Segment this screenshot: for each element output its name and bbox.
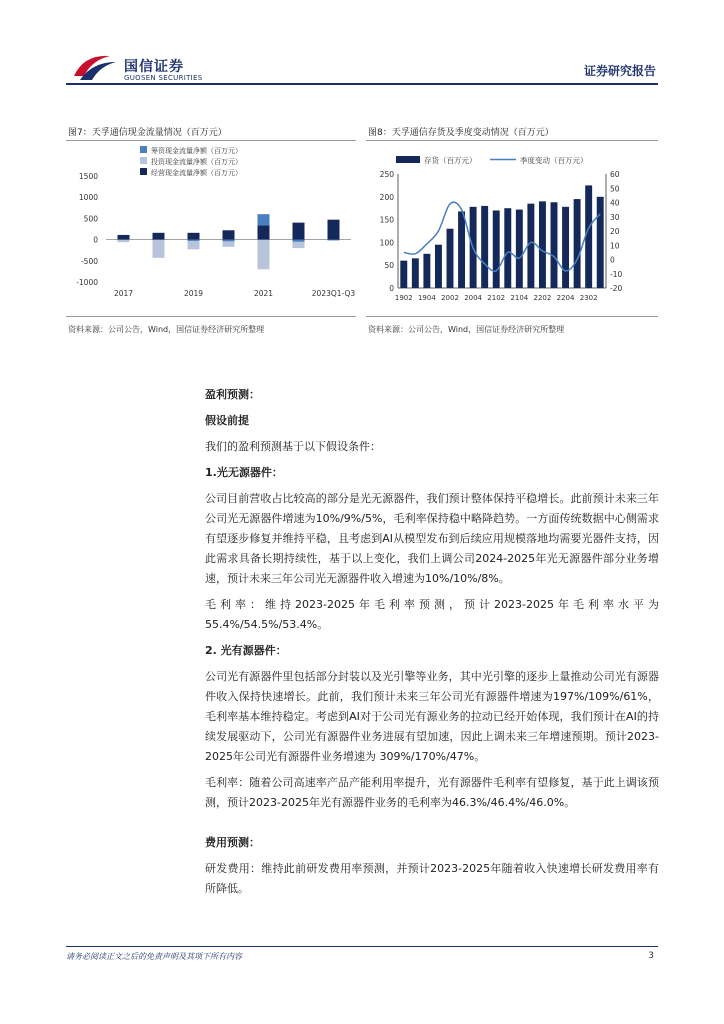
y-tick-label: -500: [80, 256, 98, 266]
inventory-bar: [458, 211, 465, 288]
inventory-bar: [412, 258, 419, 288]
passive-heading: 1.光无源器件：: [205, 466, 283, 479]
x-tick-label: 2302: [579, 294, 598, 302]
y-left-tick-label: 200: [379, 192, 394, 202]
bar-operating: [153, 233, 165, 240]
y-tick-label: 1500: [78, 172, 98, 181]
x-tick-label: 2104: [510, 294, 529, 302]
inventory-bar: [493, 210, 500, 288]
company-logo: [70, 50, 203, 84]
bar-operating: [118, 235, 130, 240]
fig7-title: 图7：天孚通信现金流量情况（百万元）: [68, 128, 227, 138]
y-right-tick-label: 40: [610, 198, 620, 208]
bar-financing: [223, 240, 235, 242]
y-right-tick-label: 10: [610, 241, 620, 251]
inventory-bar: [481, 206, 488, 288]
legend-swatch: [140, 146, 147, 153]
bar-investing: [188, 240, 200, 250]
inventory-bar: [551, 202, 558, 288]
x-tick-label: 2017: [113, 289, 134, 298]
bar-investing: [118, 240, 130, 243]
y-left-tick-label: 100: [379, 238, 394, 248]
x-tick-label: 2023Q1-Q3: [311, 289, 356, 298]
y-right-tick-label: 50: [610, 184, 620, 194]
header-divider: [66, 83, 658, 85]
bar-operating: [328, 220, 340, 240]
y-left-tick-label: 50: [384, 261, 394, 271]
logo-cn-text: 国信证券: [124, 59, 184, 75]
inventory-bar: [400, 261, 407, 288]
y-tick-label: 500: [83, 214, 98, 224]
inventory-bar: [435, 245, 442, 288]
inventory-bar: [504, 208, 511, 288]
page-number: 3: [648, 951, 654, 961]
footer-disclaimer: 请务必阅读正文之后的免责声明及其项下所有内容: [66, 952, 242, 961]
inventory-bar: [585, 185, 592, 288]
legend-label: 投资现金流量净额（百万元）: [151, 158, 242, 166]
inventory-bar: [597, 197, 604, 288]
y-right-tick-label: 0: [610, 255, 615, 265]
bar-financing: [328, 240, 340, 241]
fig7-source: 资料来源：公司公告，Wind，国信证券经济研究所整理: [68, 325, 265, 334]
x-tick-label: 2202: [533, 294, 552, 302]
y-left-tick-label: 0: [389, 284, 394, 293]
passive-paragraph-2: 毛利率：维持2023-2025年毛利率预测，预计2023-2025年毛利率水平为55.4%/54.5%/53.4%。: [205, 598, 659, 631]
inventory-bar: [423, 254, 430, 288]
y-right-tick-label: 60: [610, 170, 620, 179]
passive-paragraph-1: 公司目前营收占比较高的部分是光无源器件，我们预计整体保持平稳增长。此前预计未来三年公司光无源器件增速为10%/9%/5%，毛利率保持稳中略降趋势。一方面传统数据中心侧需求有望逐步修复并维持平稳，且考虑到AI从模型发布到后续应用规模落地均需要光器件支持，因此需求具备长期持续性，基于以上变化，我们上调公司2024-2025年光无源器件部分业务增速，预计未来三年公司光无源器件收入增速为10%/10%/8%。: [205, 492, 659, 585]
x-tick-label: 1904: [417, 294, 436, 302]
bar-operating: [223, 230, 235, 239]
y-right-tick-label: 30: [610, 212, 620, 222]
assumption-heading: 假设前提: [205, 414, 249, 427]
inventory-bar: [539, 201, 546, 288]
active-paragraph-2: 毛利率：随着公司高速率产品产能利用率提升，光有源器件毛利率有望修复，基于此上调该预测，预计2023-2025年光有源器件业务的毛利率为46.3%/46.4%/46.0%。: [205, 776, 659, 809]
fig8-title-line: [366, 140, 658, 141]
legend-swatch-inventory: [396, 156, 420, 163]
bar-operating: [293, 223, 305, 240]
x-tick-label: 2002: [441, 294, 459, 302]
x-tick-label: 1902: [394, 294, 413, 302]
inventory-bar: [447, 229, 454, 288]
active-heading: 2. 光有源器件：: [205, 644, 287, 657]
y-right-tick-label: -10: [610, 269, 623, 279]
legend-label-change: 季度变动（百万元）: [520, 156, 588, 165]
x-tick-label: 2204: [556, 294, 575, 302]
inventory-chart: [366, 142, 658, 314]
inventory-bar: [516, 210, 523, 288]
legend-label-inventory: 存货（百万元）: [424, 156, 477, 165]
assumption-intro: 我们的盈利预测基于以下假设条件：: [205, 440, 381, 453]
legend-label: 筹资现金流量净额（百万元）: [151, 147, 242, 155]
profit-forecast-heading: 盈利预测：: [205, 388, 260, 401]
body-content: [205, 385, 659, 899]
inventory-bar: [574, 199, 581, 288]
fig7-source-line: [66, 316, 356, 317]
y-right-tick-label: -20: [610, 284, 623, 293]
bar-financing: [188, 240, 200, 241]
y-left-tick-label: 250: [379, 170, 394, 179]
legend-swatch: [140, 168, 147, 175]
x-tick-label: 2004: [464, 294, 483, 302]
expense-heading: 费用预测：: [205, 836, 260, 849]
x-tick-label: 2102: [487, 294, 506, 302]
y-tick-label: 0: [93, 235, 98, 245]
y-tick-label: -1000: [76, 278, 98, 287]
x-tick-label: 2021: [253, 289, 274, 298]
inventory-bar: [562, 207, 569, 288]
footer-divider: [66, 946, 658, 947]
active-paragraph-1: 公司光有源器件里包括部分封装以及光引擎等业务，其中光引擎的逐步上量推动公司光有源器件收入保持快速增长。此前，我们预计未来三年公司光有源器件增速为197%/109%/61%，毛利率基本维持稳定。考虑到AI对于公司光有源业务的拉动已经开始体现，我们预计在AI的持续发展驱动下，公司光有源器件业务进展有望加速，因此上调未来三年增速预期。预计2023-2025年公司光有源器件业务增速为 309%/170%/47%。: [205, 670, 659, 763]
logo-en-text: GUOSEN SECURITIES: [124, 74, 203, 82]
x-tick-label: 2019: [183, 289, 204, 298]
legend-swatch: [140, 157, 147, 164]
bar-financing: [293, 240, 305, 242]
fig8-title: 图8：天孚通信存货及季度变动情况（百万元）: [368, 128, 554, 138]
y-tick-label: 1000: [78, 193, 98, 203]
bar-investing: [258, 240, 270, 270]
y-right-tick-label: 20: [610, 227, 620, 236]
expense-paragraph-1: 研发费用：维持此前研发费用率预测，并预计2023-2025年随着收入快速增长研发费用率有所降低。: [205, 862, 659, 895]
cashflow-chart: [66, 142, 358, 314]
y-left-tick-label: 150: [379, 215, 394, 225]
bar-operating: [258, 226, 270, 240]
fig8-source-line: [366, 316, 658, 317]
quarterly-change-line: [404, 202, 600, 271]
guosen-logo-icon: [70, 52, 118, 82]
bar-investing: [153, 240, 165, 258]
fig7-title-line: [66, 140, 356, 141]
report-type: 证券研究报告: [583, 64, 656, 78]
bar-operating: [188, 233, 200, 240]
legend-label: 经营现金流量净额（百万元）: [151, 169, 242, 177]
fig8-source: 资料来源：公司公告，Wind，国信证券经济研究所整理: [368, 325, 565, 334]
